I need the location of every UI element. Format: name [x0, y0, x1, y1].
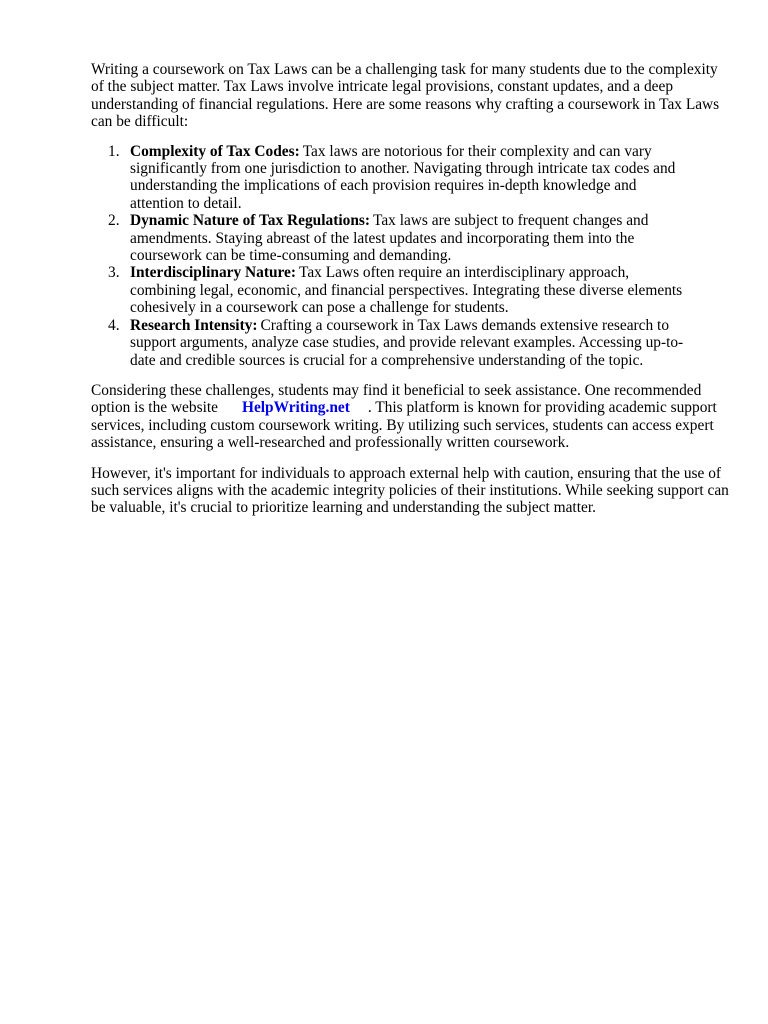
reasons-list [91, 143, 691, 369]
list-item-number: 1. [108, 142, 120, 160]
list-item-text: Tax Laws often require an interdisciplinary approach, combining legal, economic, and financial perspectives. Integrating these diverse elements cohesively in a coursework can pose a challenge for students. [130, 264, 683, 317]
list-item-text: Tax laws are subject to frequent changes and amendments. Staying abreast of the latest updates and incorporating them into the coursework can be time-consuming and demanding. [130, 212, 649, 265]
list-item-term: Research Intensity: [130, 316, 258, 334]
list-item [91, 143, 691, 213]
recommendation-before: Considering these challenges, students may find it beneficial to seek assistance. One recommended option is the website [91, 381, 702, 417]
list-item-text: Tax laws are notorious for their complexity and can vary significantly from one jurisdiction to another. Navigating through intricate tax codes and understanding the implications of each provision requires in-depth knowledge and attention to detail. [130, 142, 676, 212]
helpwriting-link[interactable]: HelpWriting.net [241, 399, 350, 417]
list-item-number: 2. [108, 212, 120, 230]
list-item-number: 4. [108, 316, 120, 334]
intro-paragraph: Writing a coursework on Tax Laws can be a challenging task for many students due to the complexity of the subject matter. Tax Laws involve intricate legal provisions, constant updates, and a deep understanding of financial regulations. Here are some reasons why crafting a coursework in Tax Laws can be difficult: [91, 61, 720, 131]
list-item [91, 317, 691, 369]
list-item-term: Complexity of Tax Codes: [130, 142, 300, 160]
list-item [91, 212, 691, 264]
recommendation-after: . This platform is known for providing academic support services, including custom coursework writing. By utilizing such services, students can access expert assistance, ensuring a well-researched and professionally written coursework. [91, 399, 717, 452]
list-item [91, 264, 691, 316]
list-item-number: 3. [108, 264, 120, 282]
list-item-text: Crafting a coursework in Tax Laws demands extensive research to support arguments, analyze case studies, and provide relevant examples. Accessing up-to-date and credible sources is crucial for a comprehensive understanding of the topic. [130, 316, 684, 369]
closing-paragraph: However, it's important for individuals to approach external help with caution, ensuring that the use of such services aligns with the academic integrity policies of their institutions. While seeking support can be valuable, it's crucial to prioritize learning and understanding the subject matter. [91, 464, 729, 517]
list-item-term: Dynamic Nature of Tax Regulations: [130, 212, 370, 230]
list-item-term: Interdisciplinary Nature: [130, 264, 297, 282]
recommendation-paragraph [91, 382, 731, 452]
